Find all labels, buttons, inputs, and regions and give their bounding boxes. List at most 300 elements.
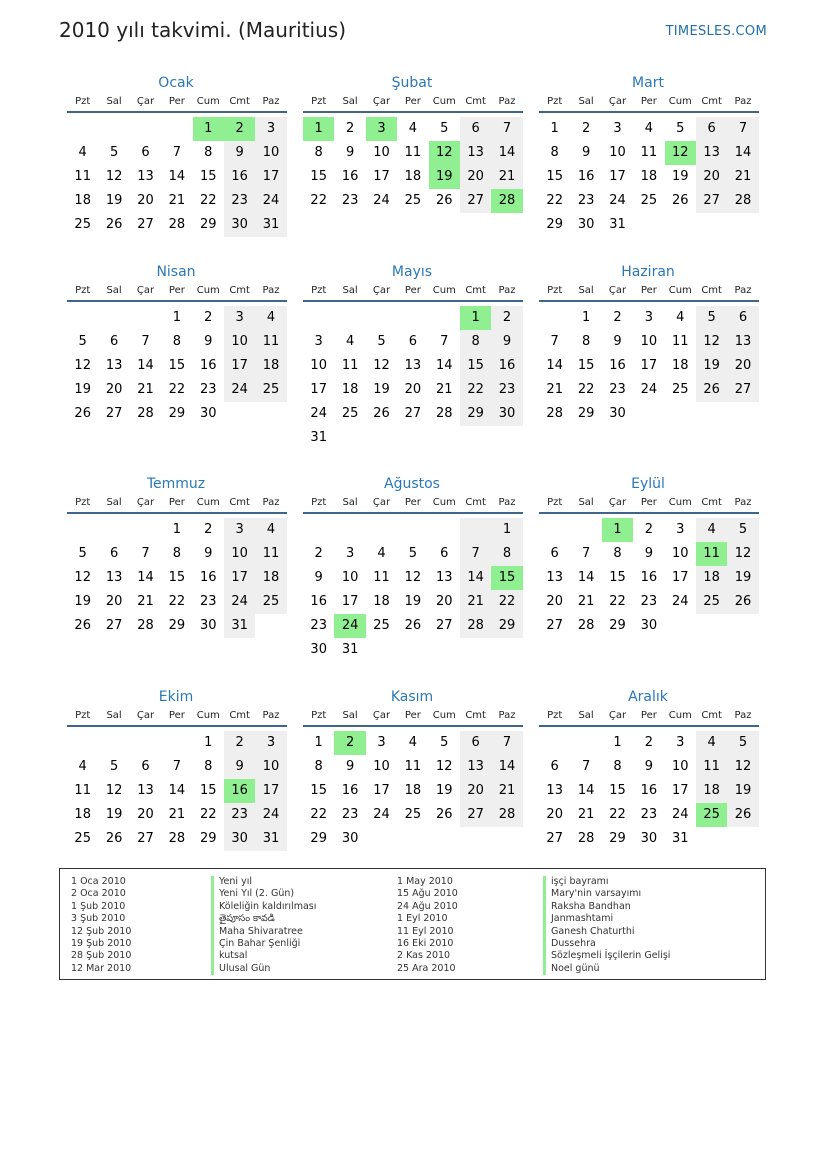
day-cell: 7	[172, 759, 181, 774]
day-cell: 30	[640, 618, 658, 633]
weekday-header: Cum	[193, 494, 224, 514]
day-cell: 22	[199, 193, 217, 208]
day-cell: 29	[577, 406, 595, 421]
holiday-date: 2 Oca 2010	[71, 888, 126, 900]
day-cell: 20	[696, 165, 727, 189]
day-cell: 9	[581, 145, 591, 160]
weekday-header: Sal	[334, 707, 365, 727]
day-cell: 7	[581, 759, 591, 774]
weekday-header: Pzt	[303, 282, 334, 302]
empty-cell	[98, 518, 129, 542]
day-cell: 12	[696, 330, 727, 354]
day-cell: 20	[404, 382, 422, 397]
month-title: Ekim	[158, 689, 194, 705]
day-cell: 1	[314, 735, 323, 750]
day-cell: 23	[341, 807, 359, 822]
day-cell: 6	[440, 546, 449, 561]
day-cell: 31	[255, 827, 286, 851]
day-cell: 22	[609, 594, 626, 609]
day-cell: 30	[491, 402, 522, 426]
holiday-date: 19 Şub 2010	[71, 937, 132, 949]
day-cell: 3	[345, 546, 355, 561]
day-cell: 14	[491, 755, 522, 779]
month-10	[64, 687, 288, 851]
day-cell: 6	[550, 759, 559, 774]
day-cell: 23	[577, 193, 595, 208]
day-cell: 9	[224, 141, 255, 165]
weekday-header: Pzt	[303, 494, 334, 514]
day-cell: 7	[491, 117, 522, 141]
weekday-header: Pzt	[67, 494, 98, 514]
day-cell: 20	[435, 594, 453, 609]
day-cell: 23	[640, 807, 658, 822]
day-cell: 6	[550, 546, 559, 561]
empty-cell	[334, 518, 365, 542]
day-cell: 1	[491, 518, 522, 542]
day-cell: 20	[105, 594, 123, 609]
empty-cell	[570, 518, 601, 542]
weekday-header: Çar	[366, 282, 397, 302]
day-cell: 5	[440, 735, 449, 750]
day-cell: 5	[109, 145, 119, 160]
day-cell: 4	[255, 518, 286, 542]
day-cell: 29	[546, 217, 563, 232]
day-cell: 19	[727, 779, 758, 803]
day-cell: 16	[640, 783, 658, 798]
day-cell: 17	[224, 566, 255, 590]
day-cell: 4	[408, 735, 417, 750]
day-cell: 31	[255, 213, 286, 237]
day-cell: 17	[224, 354, 255, 378]
day-cell: 17	[341, 594, 359, 609]
day-cell: 4	[78, 759, 87, 774]
day-cell: 3	[676, 522, 685, 537]
day-cell: 23	[310, 618, 327, 633]
month-7	[64, 474, 288, 638]
day-cell: 28	[460, 614, 491, 638]
day-cell: 27	[460, 189, 491, 213]
page-title: 2010 yılı takvimi. (Mauritius)	[59, 18, 347, 42]
day-cell: 26	[435, 193, 453, 208]
weekday-header: Cmt	[224, 93, 255, 113]
day-cell: 27	[435, 618, 453, 633]
day-cell: 23	[341, 193, 359, 208]
day-cell: 27	[460, 803, 491, 827]
month-5	[300, 262, 524, 450]
day-cell: 9	[345, 759, 355, 774]
day-cell: 22	[168, 382, 186, 397]
month-title: Kasım	[390, 689, 434, 705]
day-cell: 2	[644, 735, 653, 750]
day-cell: 2	[224, 731, 255, 755]
day-cell: 5	[727, 518, 758, 542]
day-cell: 3	[224, 518, 255, 542]
month-grid	[303, 494, 524, 662]
weekday-header: Pzt	[539, 282, 570, 302]
day-cell: 15	[577, 358, 595, 373]
day-cell: 15	[491, 566, 522, 590]
day-cell: 19	[435, 783, 453, 798]
day-cell: 19	[429, 165, 460, 189]
month-title: Şubat	[391, 75, 433, 91]
day-cell: 30	[577, 217, 595, 232]
holiday-name: kutsal	[211, 950, 316, 962]
day-cell: 11	[404, 759, 422, 774]
weekday-header: Per	[161, 282, 192, 302]
day-cell: 21	[137, 594, 154, 609]
day-cell: 8	[613, 759, 622, 774]
day-cell: 23	[199, 594, 217, 609]
empty-cell	[98, 117, 129, 141]
day-cell: 13	[404, 358, 422, 373]
weekday-header: Per	[397, 494, 428, 514]
day-cell: 3	[314, 334, 323, 349]
day-cell: 24	[224, 590, 255, 614]
weekday-header: Per	[161, 707, 192, 727]
day-cell: 9	[345, 145, 355, 160]
day-cell: 14	[168, 783, 186, 798]
weekday-header: Paz	[491, 707, 522, 727]
day-cell: 14	[137, 358, 154, 373]
day-cell: 9	[613, 334, 622, 349]
day-cell: 7	[460, 542, 491, 566]
day-cell: 25	[255, 590, 286, 614]
holiday-name: Ganesh Chaturthi	[543, 926, 670, 938]
day-cell: 4	[696, 731, 727, 755]
weekday-header: Cmt	[696, 93, 727, 113]
day-cell: 23	[224, 189, 255, 213]
day-cell: 27	[546, 618, 563, 633]
site-link[interactable]: TIMESLES.COM	[665, 24, 767, 39]
day-cell: 30	[609, 406, 626, 421]
day-cell: 28	[168, 217, 186, 232]
day-cell: 1	[613, 735, 622, 750]
month-6	[536, 262, 760, 426]
day-cell: 4	[696, 518, 727, 542]
day-cell: 25	[74, 217, 91, 232]
day-cell: 1	[172, 522, 181, 537]
holiday-name: işçi bayramı	[543, 876, 670, 888]
day-cell: 3	[224, 306, 255, 330]
day-cell: 15	[168, 358, 186, 373]
day-cell: 13	[105, 358, 123, 373]
day-cell: 2	[204, 522, 213, 537]
day-cell: 3	[377, 735, 386, 750]
day-cell: 15	[460, 354, 491, 378]
day-cell: 23	[609, 382, 626, 397]
empty-cell	[130, 731, 161, 755]
day-cell: 5	[676, 121, 685, 136]
day-cell: 12	[727, 755, 758, 779]
month-grid	[67, 494, 288, 638]
day-cell: 26	[435, 807, 453, 822]
day-cell: 28	[491, 189, 522, 213]
empty-cell	[429, 306, 460, 330]
weekday-header: Pzt	[303, 93, 334, 113]
day-cell: 20	[546, 807, 563, 822]
holiday-date: 1 Eyl 2010	[397, 913, 448, 925]
weekday-header: Cum	[665, 494, 696, 514]
day-cell: 12	[373, 358, 390, 373]
month-grid	[303, 282, 524, 450]
day-cell: 12	[105, 783, 123, 798]
day-cell: 24	[224, 378, 255, 402]
day-cell: 16	[310, 594, 327, 609]
day-cell: 4	[345, 334, 355, 349]
day-cell: 5	[440, 121, 449, 136]
weekday-header: Cmt	[224, 707, 255, 727]
day-cell: 16	[199, 570, 217, 585]
day-cell: 10	[341, 570, 359, 585]
holiday-date: 12 Şub 2010	[71, 925, 132, 937]
day-cell: 29	[168, 406, 186, 421]
holiday-name: Sözleşmeli İşçilerin Gelişi	[543, 950, 670, 962]
day-cell: 12	[429, 141, 460, 165]
day-cell: 7	[491, 731, 522, 755]
weekday-header: Per	[633, 707, 664, 727]
day-cell: 16	[609, 358, 626, 373]
weekday-header: Çar	[366, 707, 397, 727]
day-cell: 3	[255, 731, 286, 755]
day-cell: 10	[640, 334, 658, 349]
day-cell: 28	[168, 831, 186, 846]
empty-cell	[161, 117, 192, 141]
day-cell: 21	[435, 382, 453, 397]
day-cell: 2	[345, 121, 355, 136]
day-cell: 12	[74, 570, 91, 585]
holiday-name: Köleliğin kaldırılması	[211, 901, 316, 913]
day-cell: 12	[404, 570, 422, 585]
day-cell: 6	[141, 145, 150, 160]
day-cell: 8	[172, 546, 181, 561]
day-cell: 1	[460, 306, 491, 330]
day-cell: 24	[671, 807, 689, 822]
day-cell: 18	[671, 358, 689, 373]
weekday-header: Per	[397, 707, 428, 727]
weekday-header: Paz	[491, 494, 522, 514]
day-cell: 15	[310, 783, 327, 798]
day-cell: 5	[377, 334, 386, 349]
day-cell: 27	[404, 406, 422, 421]
day-cell: 13	[460, 755, 491, 779]
empty-cell	[67, 731, 98, 755]
day-cell: 7	[581, 546, 591, 561]
day-cell: 6	[696, 117, 727, 141]
day-cell: 14	[435, 358, 453, 373]
day-cell: 9	[491, 330, 522, 354]
day-cell: 22	[199, 807, 217, 822]
day-cell: 8	[613, 546, 622, 561]
day-cell: 13	[460, 141, 491, 165]
day-cell: 11	[255, 542, 286, 566]
day-cell: 20	[460, 779, 491, 803]
holiday-date: 25 Ara 2010	[397, 962, 456, 974]
weekday-header: Çar	[602, 707, 633, 727]
holiday-dates-right	[397, 876, 458, 975]
day-cell: 19	[105, 193, 123, 208]
day-cell: 13	[546, 570, 563, 585]
day-cell: 14	[137, 570, 154, 585]
day-cell: 28	[577, 618, 595, 633]
empty-cell	[98, 731, 129, 755]
day-cell: 10	[255, 141, 286, 165]
day-cell: 4	[255, 306, 286, 330]
weekday-header: Sal	[570, 282, 601, 302]
day-cell: 26	[696, 378, 727, 402]
weekday-header: Çar	[130, 282, 161, 302]
holiday-names-left	[211, 876, 316, 975]
holiday-name: Dussehra	[543, 938, 670, 950]
day-cell: 14	[577, 570, 595, 585]
day-cell: 8	[550, 145, 559, 160]
day-cell: 22	[609, 807, 626, 822]
day-cell: 16	[491, 354, 522, 378]
day-cell: 21	[168, 193, 186, 208]
weekday-header: Paz	[727, 707, 758, 727]
holiday-list	[59, 868, 766, 980]
day-cell: 7	[440, 334, 449, 349]
weekday-header: Cum	[429, 494, 460, 514]
weekday-header: Cmt	[696, 282, 727, 302]
day-cell: 17	[671, 570, 689, 585]
empty-cell	[397, 518, 428, 542]
holiday-date: 12 Mar 2010	[71, 962, 132, 974]
weekday-header: Sal	[570, 494, 601, 514]
day-cell: 28	[491, 803, 522, 827]
day-cell: 24	[373, 193, 390, 208]
day-cell: 28	[546, 406, 563, 421]
day-cell: 18	[74, 807, 91, 822]
weekday-header: Sal	[98, 93, 129, 113]
weekday-header: Per	[161, 93, 192, 113]
day-cell: 13	[137, 169, 154, 184]
day-cell: 24	[255, 189, 286, 213]
weekday-header: Paz	[255, 93, 286, 113]
day-cell: 10	[255, 755, 286, 779]
month-grid	[539, 707, 760, 851]
weekday-header: Cum	[193, 707, 224, 727]
day-cell: 18	[255, 566, 286, 590]
day-cell: 25	[341, 406, 359, 421]
day-cell: 19	[696, 354, 727, 378]
weekday-header: Pzt	[539, 494, 570, 514]
day-cell: 16	[640, 570, 658, 585]
day-cell: 11	[341, 358, 359, 373]
day-cell: 13	[696, 141, 727, 165]
day-cell: 19	[404, 594, 422, 609]
day-cell: 29	[609, 831, 626, 846]
day-cell: 23	[491, 378, 522, 402]
day-cell: 14	[546, 358, 563, 373]
day-cell: 23	[640, 594, 658, 609]
day-cell: 4	[408, 121, 417, 136]
day-cell: 7	[727, 117, 758, 141]
day-cell: 11	[74, 783, 91, 798]
day-cell: 6	[727, 306, 758, 330]
day-cell: 25	[696, 803, 727, 827]
day-cell: 10	[373, 145, 390, 160]
month-title: Eylül	[631, 476, 665, 492]
month-title: Ağustos	[384, 476, 440, 492]
day-cell: 13	[546, 783, 563, 798]
month-11	[300, 687, 524, 851]
day-cell: 25	[404, 807, 422, 822]
weekday-header: Cum	[665, 707, 696, 727]
day-cell: 27	[696, 189, 727, 213]
day-cell: 26	[105, 217, 123, 232]
month-title: Aralık	[628, 689, 668, 705]
weekday-header: Sal	[98, 282, 129, 302]
day-cell: 19	[671, 169, 689, 184]
day-cell: 9	[204, 546, 213, 561]
day-cell: 7	[550, 334, 559, 349]
day-cell: 20	[137, 193, 154, 208]
holiday-name: Çin Bahar Şenliği	[211, 938, 316, 950]
day-cell: 2	[644, 522, 653, 537]
day-cell: 17	[373, 169, 390, 184]
holiday-date: 16 Eki 2010	[397, 937, 454, 949]
empty-cell	[539, 518, 570, 542]
weekday-header: Cmt	[696, 494, 727, 514]
holiday-name: Noel günü	[543, 963, 670, 975]
empty-cell	[161, 731, 192, 755]
month-title: Temmuz	[146, 476, 206, 492]
day-cell: 24	[640, 382, 658, 397]
holiday-name: Yeni yıl	[211, 876, 316, 888]
day-cell: 2	[204, 310, 213, 325]
day-cell: 18	[640, 169, 658, 184]
day-cell: 6	[141, 759, 150, 774]
weekday-header: Cmt	[460, 282, 491, 302]
weekday-header: Çar	[366, 494, 397, 514]
month-grid	[303, 93, 524, 213]
weekday-header: Paz	[727, 494, 758, 514]
day-cell: 5	[696, 306, 727, 330]
weekday-header: Pzt	[539, 707, 570, 727]
day-cell: 22	[168, 594, 186, 609]
day-cell: 11	[74, 169, 91, 184]
day-cell: 19	[105, 807, 123, 822]
day-cell: 22	[546, 193, 563, 208]
holiday-names-right	[543, 876, 670, 975]
holiday-date: 24 Ağu 2010	[397, 900, 458, 912]
day-cell: 25	[373, 618, 390, 633]
month-title: Mayıs	[391, 264, 433, 280]
day-cell: 12	[74, 358, 91, 373]
weekday-header: Çar	[366, 93, 397, 113]
weekday-header: Cum	[429, 93, 460, 113]
day-cell: 5	[78, 546, 87, 561]
day-cell: 28	[137, 406, 154, 421]
month-1	[64, 73, 288, 237]
weekday-header: Cmt	[224, 282, 255, 302]
month-12	[536, 687, 760, 851]
empty-cell	[366, 518, 397, 542]
month-grid	[67, 707, 288, 851]
weekday-header: Sal	[98, 707, 129, 727]
day-cell: 16	[341, 783, 359, 798]
day-cell: 30	[224, 213, 255, 237]
day-cell: 4	[377, 546, 386, 561]
day-cell: 7	[141, 546, 150, 561]
day-cell: 20	[137, 807, 154, 822]
day-cell: 14	[491, 141, 522, 165]
day-cell: 2	[224, 117, 255, 141]
weekday-header: Paz	[727, 282, 758, 302]
month-grid	[303, 707, 524, 851]
day-cell: 12	[435, 759, 453, 774]
day-cell: 31	[609, 217, 626, 232]
